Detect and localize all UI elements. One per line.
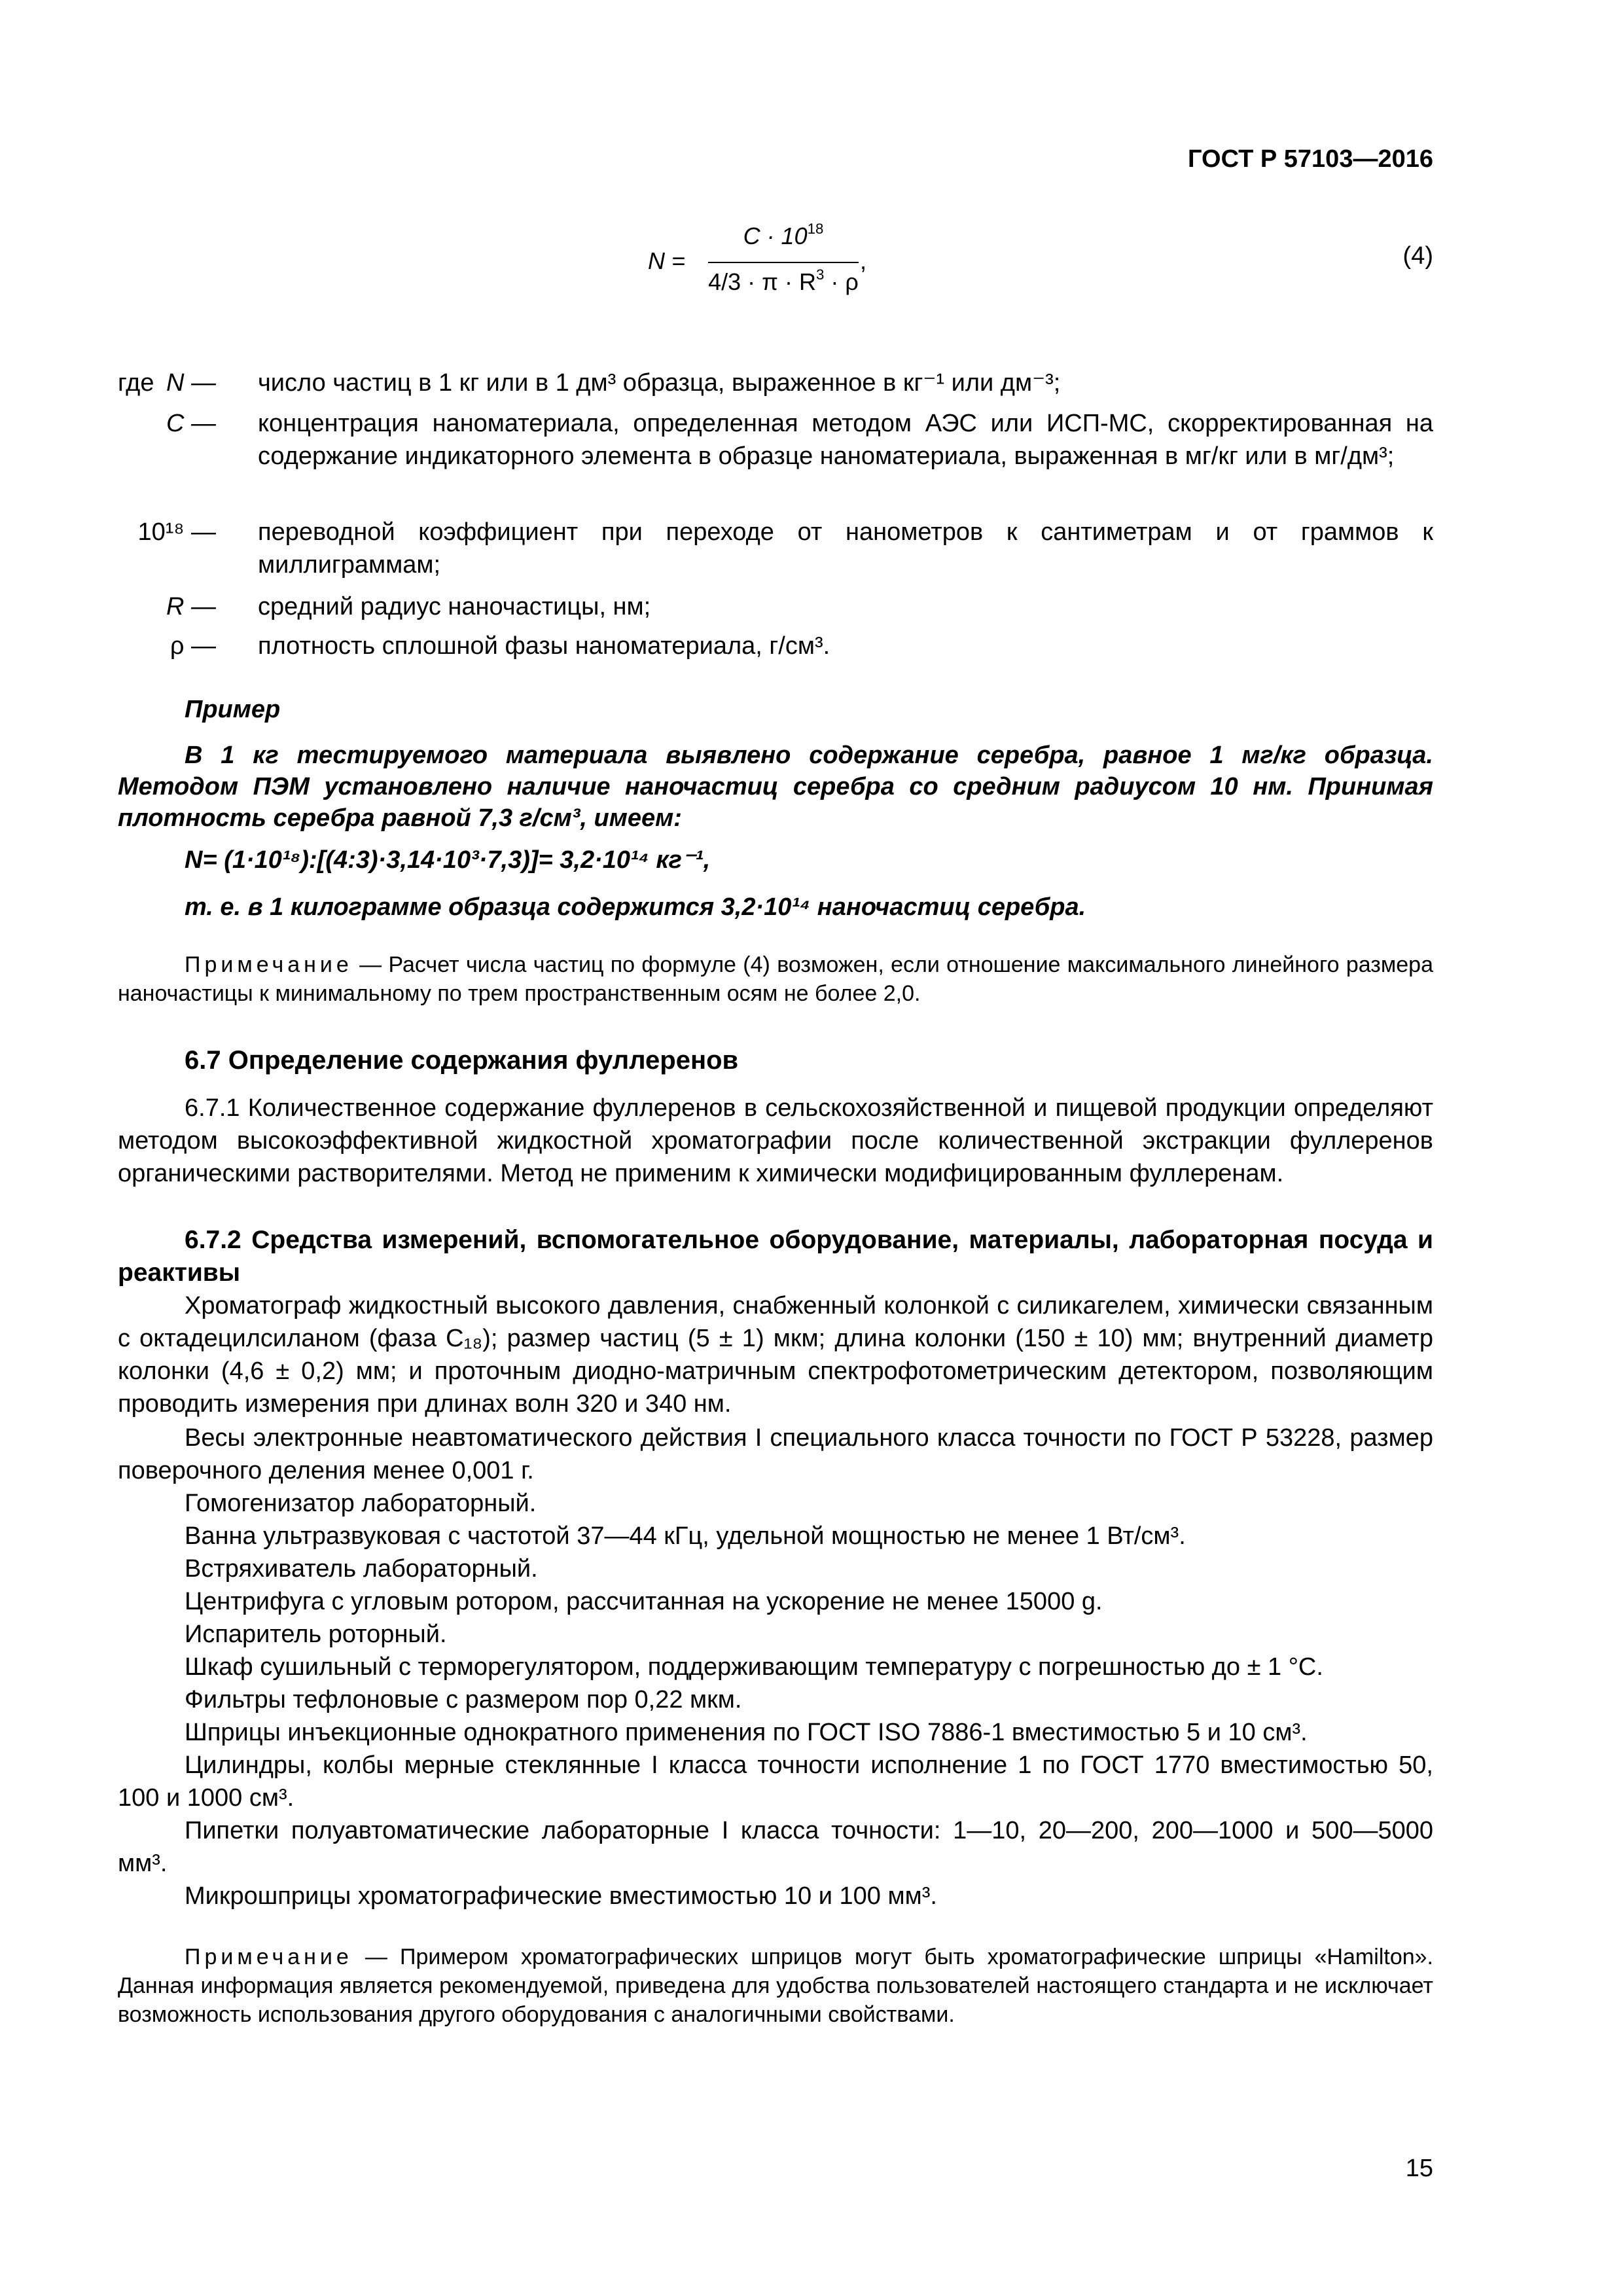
- equipment-item: Пипетки полуавтоматические лабораторные I класса точности: 1—10, 20—200, 200—1000 и 500—5000 мм³.: [118, 1817, 1433, 1877]
- definitions-where: где: [118, 369, 154, 397]
- equipment-item: Ванна ультразвуковая с частотой 37—44 кГц, удельной мощностью не менее 1 Вт/см³.: [185, 1522, 1186, 1550]
- note-2: [118, 1943, 1433, 2029]
- equipment-item: Микрошприцы хроматографические вместимостью 10 и 100 мм³.: [185, 1882, 937, 1910]
- definition-symbol: R —: [166, 593, 216, 620]
- equipment-item: Хроматограф жидкостный высокого давления, снабженный колонкой с силикагелем, химически связанным с октадецилсиланом (фаза C₁₈); размер частиц (5 ± 1) мкм; длина колонки (150 ± 10) мм; внутренний диаметр колонки (4,6 ± 0,2) мм; и проточным диодно-матричным спектрофотометрическим детектором, позволяющим проводить измерения при длинах волн 320 и 340 нм.: [118, 1292, 1433, 1418]
- equation-number: (4): [1402, 242, 1433, 270]
- note-text: — Примером хроматографических шприцов могут быть хроматографические шприцы «Hamilton». Данная информация является рекомендуемой, приведена для удобства пользователей настоящего стандарта и не исключает возможность использования другого оборудования с аналогичными свойствами.: [118, 1945, 1433, 2027]
- example-title: Пример: [185, 696, 281, 723]
- note-1: [118, 950, 1433, 1008]
- equipment-item: Цилиндры, колбы мерные стеклянные I класса точности исполнение 1 по ГОСТ 1770 вместимостью 50, 100 и 1000 см³.: [118, 1751, 1433, 1812]
- formula-comma: ,: [860, 247, 867, 274]
- definition-text: переводной коэффициент при переходе от нанометров к сантиметрам и от граммов к миллиграммам;: [258, 518, 1433, 579]
- equipment-item: Встряхиватель лабораторный.: [185, 1555, 538, 1583]
- section-heading: 6.7 Определение содержания фуллеренов: [185, 1046, 739, 1075]
- equipment-item: Центрифуга с угловым ротором, рассчитанная на ускорение не менее 15000 g.: [185, 1588, 1103, 1615]
- definition-symbol: 10¹⁸ —: [137, 518, 216, 546]
- formula-lhs: N =: [648, 247, 686, 274]
- equipment-item: Фильтры тефлоновые с размером пор 0,22 мкм.: [185, 1686, 742, 1713]
- fraction-bar: [708, 262, 859, 263]
- equipment-item: Шкаф сушильный с терморегулятором, поддерживающим температуру с погрешностью до ± 1 °С.: [185, 1653, 1323, 1681]
- equipment-item: Гомогенизатор лабораторный.: [185, 1490, 537, 1517]
- paragraph-6-7-1: 6.7.1 Количественное содержание фуллеренов в сельскохозяйственной и пищевой продукции определяют методом высокоэффективной жидкостной хроматографии после количественной экстракции фуллеренов органическими растворителями. Метод не применим к химически модифицированным фуллеренам.: [118, 1094, 1433, 1187]
- equipment-item: Шприцы инъекционные однократного применения по ГОСТ ISO 7886-1 вместимостью 5 и 10 см³.: [185, 1719, 1308, 1746]
- formula-4: [648, 220, 883, 308]
- subsection-heading-6-7-2: 6.7.2 Средства измерений, вспомогательное оборудование, материалы, лабораторная посуда и реактивы: [118, 1226, 1433, 1287]
- definition-symbol: N —: [166, 369, 216, 397]
- definition-symbol: ρ —: [169, 632, 216, 660]
- note-label: Примечание: [185, 1945, 353, 1969]
- formula-denominator: $4/3 \cdot \pi \cdot R^3 \cdot \rho$: [708, 266, 859, 295]
- definition-text: концентрация наноматериала, определенная методом АЭС или ИСП-МС, скорректированная на содержание индикаторного элемента в образце наноматериала, выраженная в мг/кг или в мг/дм³;: [258, 410, 1433, 470]
- definition-text: число частиц в 1 кг или в 1 дм³ образца, выраженное в кг⁻¹ или дм⁻³;: [258, 369, 1061, 397]
- example-text: В 1 кг тестируемого материала выявлено содержание серебра, равное 1 мг/кг образца. Методом ПЭМ установлено наличие наночастиц серебра со средним радиусом 10 нм. Принимая плотность серебра равной 7,3 г/см³, имеем:: [118, 742, 1433, 832]
- document-code: ГОСТ Р 57103—2016: [1188, 145, 1433, 173]
- definition-text: плотность сплошной фазы наноматериала, г/см³.: [258, 632, 830, 660]
- equipment-item: Испаритель роторный.: [185, 1621, 447, 1648]
- page-number: 15: [1405, 2155, 1433, 2182]
- note-label: Примечание: [185, 952, 353, 977]
- equipment-item: Весы электронные неавтоматического действия I специального класса точности по ГОСТ Р 53228, размер поверочного деления менее 0,001 г.: [118, 1424, 1433, 1484]
- formula-numerator: $C \cdot 10^{18}$: [743, 220, 824, 249]
- definition-symbol: C —: [166, 410, 216, 437]
- example-calculation: N= (1·10¹⁸):[(4:3)·3,14·10³·7,3)]= 3,2·10¹⁴ кг⁻¹,: [185, 846, 711, 874]
- note-text: — Расчет числа частиц по формуле (4) возможен, если отношение максимального линейного размера наночастицы к минимальному по трем пространственным осям не более 2,0.: [118, 952, 1433, 1006]
- definition-text: средний радиус наночастицы, нм;: [258, 593, 651, 620]
- example-result: т. е. в 1 килограмме образца содержится 3,2·10¹⁴ наночастиц серебра.: [185, 893, 1086, 921]
